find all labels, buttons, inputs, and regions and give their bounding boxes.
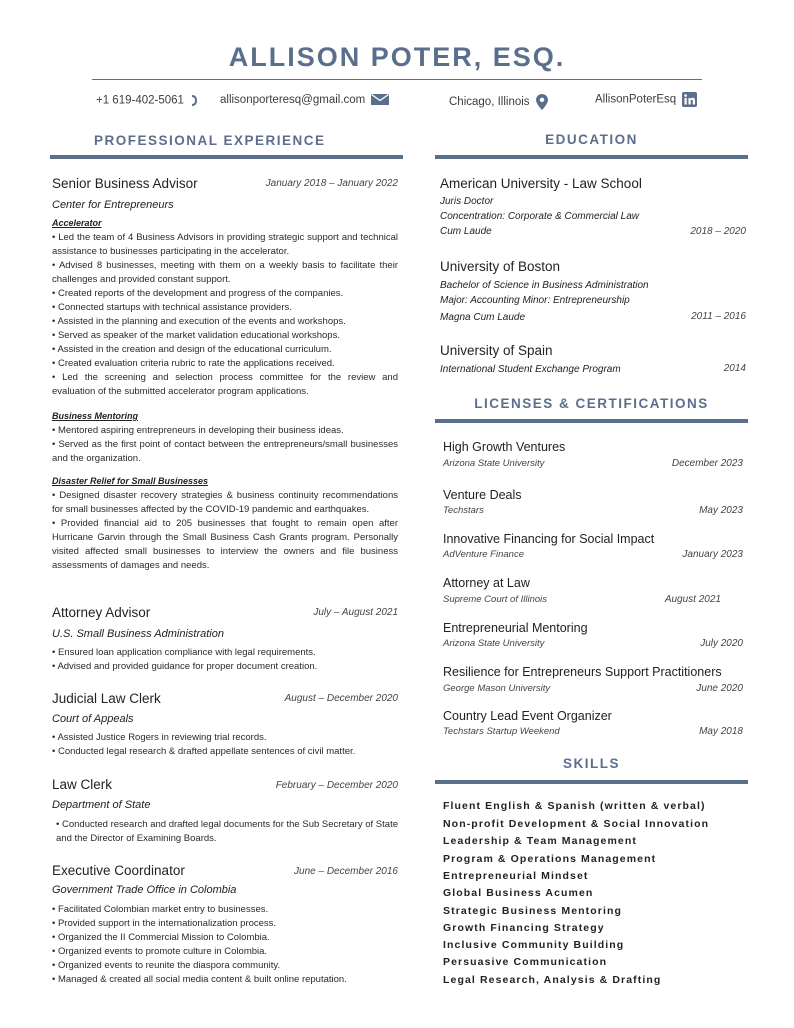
location-text: Chicago, Illinois (449, 96, 530, 109)
skill-item: Strategic Business Mentoring (443, 905, 622, 917)
degree-line: Juris Doctor (440, 196, 494, 207)
job-organization: Center for Entrepreneurs (52, 199, 174, 211)
bullet-item: • Organized events to promote culture in Colombia. (52, 946, 268, 957)
job-dates: August – December 2020 (284, 693, 398, 704)
license-name: Innovative Financing for Social Impact (443, 532, 655, 546)
subsection-heading: Business Mentoring (52, 411, 139, 421)
job-title: Law Clerk (52, 777, 113, 792)
school-name: University of Boston (440, 259, 561, 274)
license-name: Attorney at Law (443, 576, 530, 590)
bullet-list (52, 731, 398, 759)
license-issuer: Techstars (443, 505, 484, 516)
education-dates: 2011 – 2016 (691, 311, 746, 322)
bullet-list (56, 818, 398, 846)
job-organization: Government Trade Office in Colombia (52, 884, 237, 896)
bullet-item: • Provided support in the internationalization process. (52, 918, 277, 929)
skill-item: Legal Research, Analysis & Drafting (443, 974, 662, 986)
skill-item: Global Business Acumen (443, 887, 594, 899)
job-organization: Department of State (52, 799, 151, 811)
bullet-item: • Managed & created all social media content & built online reputation. (52, 974, 347, 985)
license-issuer: Techstars Startup Weekend (443, 726, 560, 737)
bullet-list (52, 646, 398, 674)
job-title: Senior Business Advisor (52, 176, 198, 191)
experience-section-bar (50, 155, 403, 159)
bullet-list (52, 231, 398, 399)
license-date: June 2020 (696, 683, 743, 694)
location-pin-icon (536, 94, 548, 110)
bullet-item: • Ensured loan application compliance with legal requirements. (52, 647, 316, 658)
license-issuer: George Mason University (443, 683, 551, 694)
email-text: allisonporteresq@gmail.com (220, 94, 366, 106)
license-issuer: Arizona State University (443, 638, 545, 649)
contact-email (220, 94, 389, 106)
school-name: University of Spain (440, 343, 553, 358)
bullet-item: • Connected startups with technical assistance providers. (52, 302, 292, 313)
license-name: Venture Deals (443, 488, 522, 502)
linkedin-icon (682, 92, 697, 107)
skills-section-title: SKILLS (562, 756, 620, 771)
license-date: May 2018 (699, 726, 743, 737)
degree-line: Major: Accounting Minor: Entrepreneurship (440, 295, 630, 306)
education-dates: 2018 – 2020 (690, 226, 746, 237)
skill-item: Growth Financing Strategy (443, 922, 605, 934)
skill-item: Inclusive Community Building (443, 939, 625, 951)
job-organization: Court of Appeals (52, 713, 134, 725)
bullet-item: • Assisted in the creation and design of the educational curriculum. (52, 344, 332, 355)
bullet-item: • Advised and provided guidance for proper document creation. (52, 661, 318, 672)
license-date: January 2023 (682, 549, 743, 560)
skill-item: Persuasive Communication (443, 956, 608, 968)
bullet-item: • Assisted in the planning and execution of the events and workshops. (52, 316, 346, 327)
job-title: Executive Coordinator (52, 863, 185, 878)
licenses-section-bar (435, 419, 748, 423)
bullet-item: • Conducted legal research & drafted appellate sentences of civil matter. (52, 746, 356, 757)
bullet-item: • Advised 8 businesses, meeting with them on a weekly basis to facilitate their challenges and provided constant support. (52, 260, 398, 285)
bullet-item: • Provided financial aid to 205 businesses that fought to remain open after Hurricane Garvin through the Small Business Cash Grants program. Personally visited affected small businesses to interview the owners and file business assessments of damages and needs. (52, 518, 398, 571)
job-dates: January 2018 – January 2022 (265, 178, 398, 189)
license-issuer: Supreme Court of Illinois (443, 594, 548, 605)
subsection-heading: Accelerator (52, 218, 102, 228)
contact-location (449, 94, 548, 110)
job-title: Attorney Advisor (52, 605, 151, 620)
license-date: August 2021 (664, 594, 721, 605)
bullet-item: • Designed disaster recovery strategies & business continuity recommendations for small businesses affected by the COVID-19 pandemic and earthquakes. (52, 490, 398, 515)
education-section-title: EDUCATION (545, 132, 638, 147)
subsection-heading: Disaster Relief for Small Businesses (52, 476, 209, 486)
job-dates: February – December 2020 (275, 780, 398, 791)
linkedin-text: AllisonPoterEsq (595, 93, 677, 106)
job-dates: July – August 2021 (313, 607, 398, 618)
degree-line: Concentration: Corporate & Commercial Law (440, 211, 639, 222)
license-name: High Growth Ventures (443, 440, 566, 454)
degree-line: Magna Cum Laude (440, 312, 526, 323)
bullet-item: • Led the screening and selection process committee for the review and evaluation of the submitted accelerator program applications. (52, 372, 398, 397)
experience-section-title: PROFESSIONAL EXPERIENCE (94, 133, 326, 148)
license-date: May 2023 (699, 505, 743, 516)
degree-line: International Student Exchange Program (440, 364, 621, 375)
skill-item: Leadership & Team Management (443, 835, 637, 847)
phone-icon (190, 94, 198, 107)
bullet-item: • Led the team of 4 Business Advisors in providing strategic support and technical assistance to businesses participating in the accelerator. (52, 232, 398, 257)
bullet-item: • Facilitated Colombian market entry to businesses. (52, 904, 269, 915)
bullet-item: • Served as speaker of the market validation educational workshops. (52, 330, 340, 341)
license-name: Entrepreneurial Mentoring (443, 621, 588, 635)
bullet-item: • Served as the first point of contact between the entrepreneurs/small businesses and the organization. (52, 439, 398, 464)
school-name: American University - Law School (440, 176, 642, 191)
bullet-item: • Organized the II Commercial Mission to Colombia. (52, 932, 270, 943)
bullet-item: • Created reports of the development and progress of the companies. (52, 288, 344, 299)
bullet-list (52, 424, 398, 466)
contact-phone (96, 94, 198, 107)
bullet-item: • Mentored aspiring entrepreneurs in developing their business ideas. (52, 425, 344, 436)
education-section-bar (435, 155, 748, 159)
license-name: Country Lead Event Organizer (443, 709, 612, 723)
license-name: Resilience for Entrepreneurs Support Practitioners (443, 665, 722, 679)
license-issuer: AdVenture Finance (443, 549, 524, 560)
skill-item: Fluent English & Spanish (written & verbal) (443, 800, 706, 812)
degree-line: Bachelor of Science in Business Administration (440, 280, 649, 291)
license-issuer: Arizona State University (443, 458, 545, 469)
job-dates: June – December 2016 (294, 866, 398, 877)
resume-name: ALLISON POTER, ESQ. (228, 42, 566, 72)
header-divider (92, 79, 702, 80)
skills-section-bar (435, 780, 748, 784)
skill-item: Entrepreneurial Mindset (443, 870, 589, 882)
job-organization: U.S. Small Business Administration (52, 628, 224, 640)
bullet-list (52, 489, 398, 573)
degree-line: Cum Laude (440, 226, 492, 237)
license-date: July 2020 (700, 638, 743, 649)
job-title: Judicial Law Clerk (52, 691, 161, 706)
license-date: December 2023 (671, 458, 743, 469)
bullet-item: • Created evaluation criteria rubric to rate the applications received. (52, 358, 335, 369)
contact-linkedin (595, 92, 697, 107)
bullet-item: • Conducted research and drafted legal documents for the Sub Secretary of State and the Director of Examining Boards. (56, 819, 398, 844)
phone-text: +1 619-402-5061 (96, 94, 184, 107)
bullet-item: • Assisted Justice Rogers in reviewing trial records. (52, 732, 267, 743)
bullet-list (52, 903, 398, 987)
education-dates: 2014 (723, 363, 746, 374)
licenses-section-title: LICENSES & CERTIFICATIONS (474, 396, 709, 411)
bullet-item: • Organized events to reunite the diaspora community. (52, 960, 281, 971)
email-icon (371, 94, 389, 105)
skill-item: Non-profit Development & Social Innovation (443, 818, 710, 830)
skill-item: Program & Operations Management (443, 853, 657, 865)
